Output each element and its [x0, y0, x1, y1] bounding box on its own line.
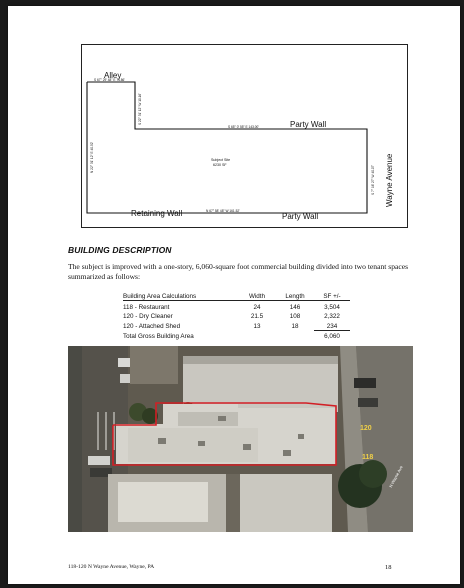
table-cell: 2,322	[324, 313, 340, 321]
table-cell: 108	[289, 313, 301, 321]
aerial-label-118: 118	[362, 454, 374, 461]
party-wall-upper-label: Party Wall	[290, 120, 327, 129]
document-page	[8, 6, 460, 584]
table-cell: 234	[314, 320, 350, 330]
header-sf: SF +/-	[314, 291, 350, 301]
subject-site-label: Subject Site	[211, 158, 231, 162]
table-cell: 120 - Dry Cleaner	[123, 313, 173, 321]
top-bearing-label: S 67° 29' 48" E 74.86'	[94, 78, 125, 82]
aerial-street-label: N Wayne Ave	[388, 464, 404, 489]
footer-address: 118-120 N Wayne Avenue, Wayne, PA	[68, 564, 155, 570]
table-cell: 118 - Restaurant	[123, 303, 170, 311]
table-total-row	[123, 330, 350, 340]
site-plat-diagram	[81, 44, 408, 228]
alley-side-bearing-label: S 22° 31' 12" W 10.16'	[138, 93, 142, 125]
table-cell: 13	[253, 323, 261, 331]
section-heading: BUILDING DESCRIPTION	[68, 245, 172, 255]
header-width: Width	[238, 291, 276, 301]
table-cell: 21.5	[250, 313, 264, 321]
header-length: Length	[276, 291, 314, 301]
table-row	[123, 311, 350, 320]
header-calculations: Building Area Calculations	[123, 291, 238, 301]
alley-label: Alley	[104, 71, 122, 80]
party-wall-bearing-label: S 65° 0' 55" E 143.00'	[228, 125, 259, 129]
party-wall-lower-label: Party Wall	[282, 212, 319, 221]
right-bearing-label: S 7° 16' 27" W 40.07'	[371, 164, 375, 195]
total-label: Total Gross Building Area	[123, 332, 194, 340]
aerial-photo	[68, 346, 413, 532]
table-cell: 3,504	[324, 303, 340, 311]
bottom-bearing-label: N 67° 58' 48" W 161.52'	[206, 209, 240, 213]
plat-outline	[82, 45, 407, 227]
table-cell: 24	[253, 303, 261, 311]
retaining-wall-label: Retaining Wall	[131, 209, 183, 218]
table-header-row	[123, 291, 350, 301]
table-row	[123, 301, 350, 311]
left-bearing-label: N 22° 31' 12" E 40.52'	[90, 141, 94, 173]
building-area-table	[123, 291, 350, 340]
table-cell: 18	[291, 323, 299, 331]
site-area-label: 6230 SF	[213, 163, 227, 167]
table-cell: 146	[289, 303, 301, 311]
total-value: 6,060	[324, 332, 340, 340]
footer-page-number: 18	[385, 564, 392, 571]
aerial-illustration	[68, 346, 413, 532]
description-paragraph: The subject is improved with a one-story, 6,060-square foot commercial building divided into two tenant spaces summarized as follows:	[68, 262, 409, 281]
table-row	[123, 320, 350, 330]
aerial-label-120: 120	[360, 425, 372, 432]
table-cell: 120 - Attached Shed	[123, 323, 181, 331]
wayne-avenue-label: Wayne Avenue	[385, 153, 394, 207]
